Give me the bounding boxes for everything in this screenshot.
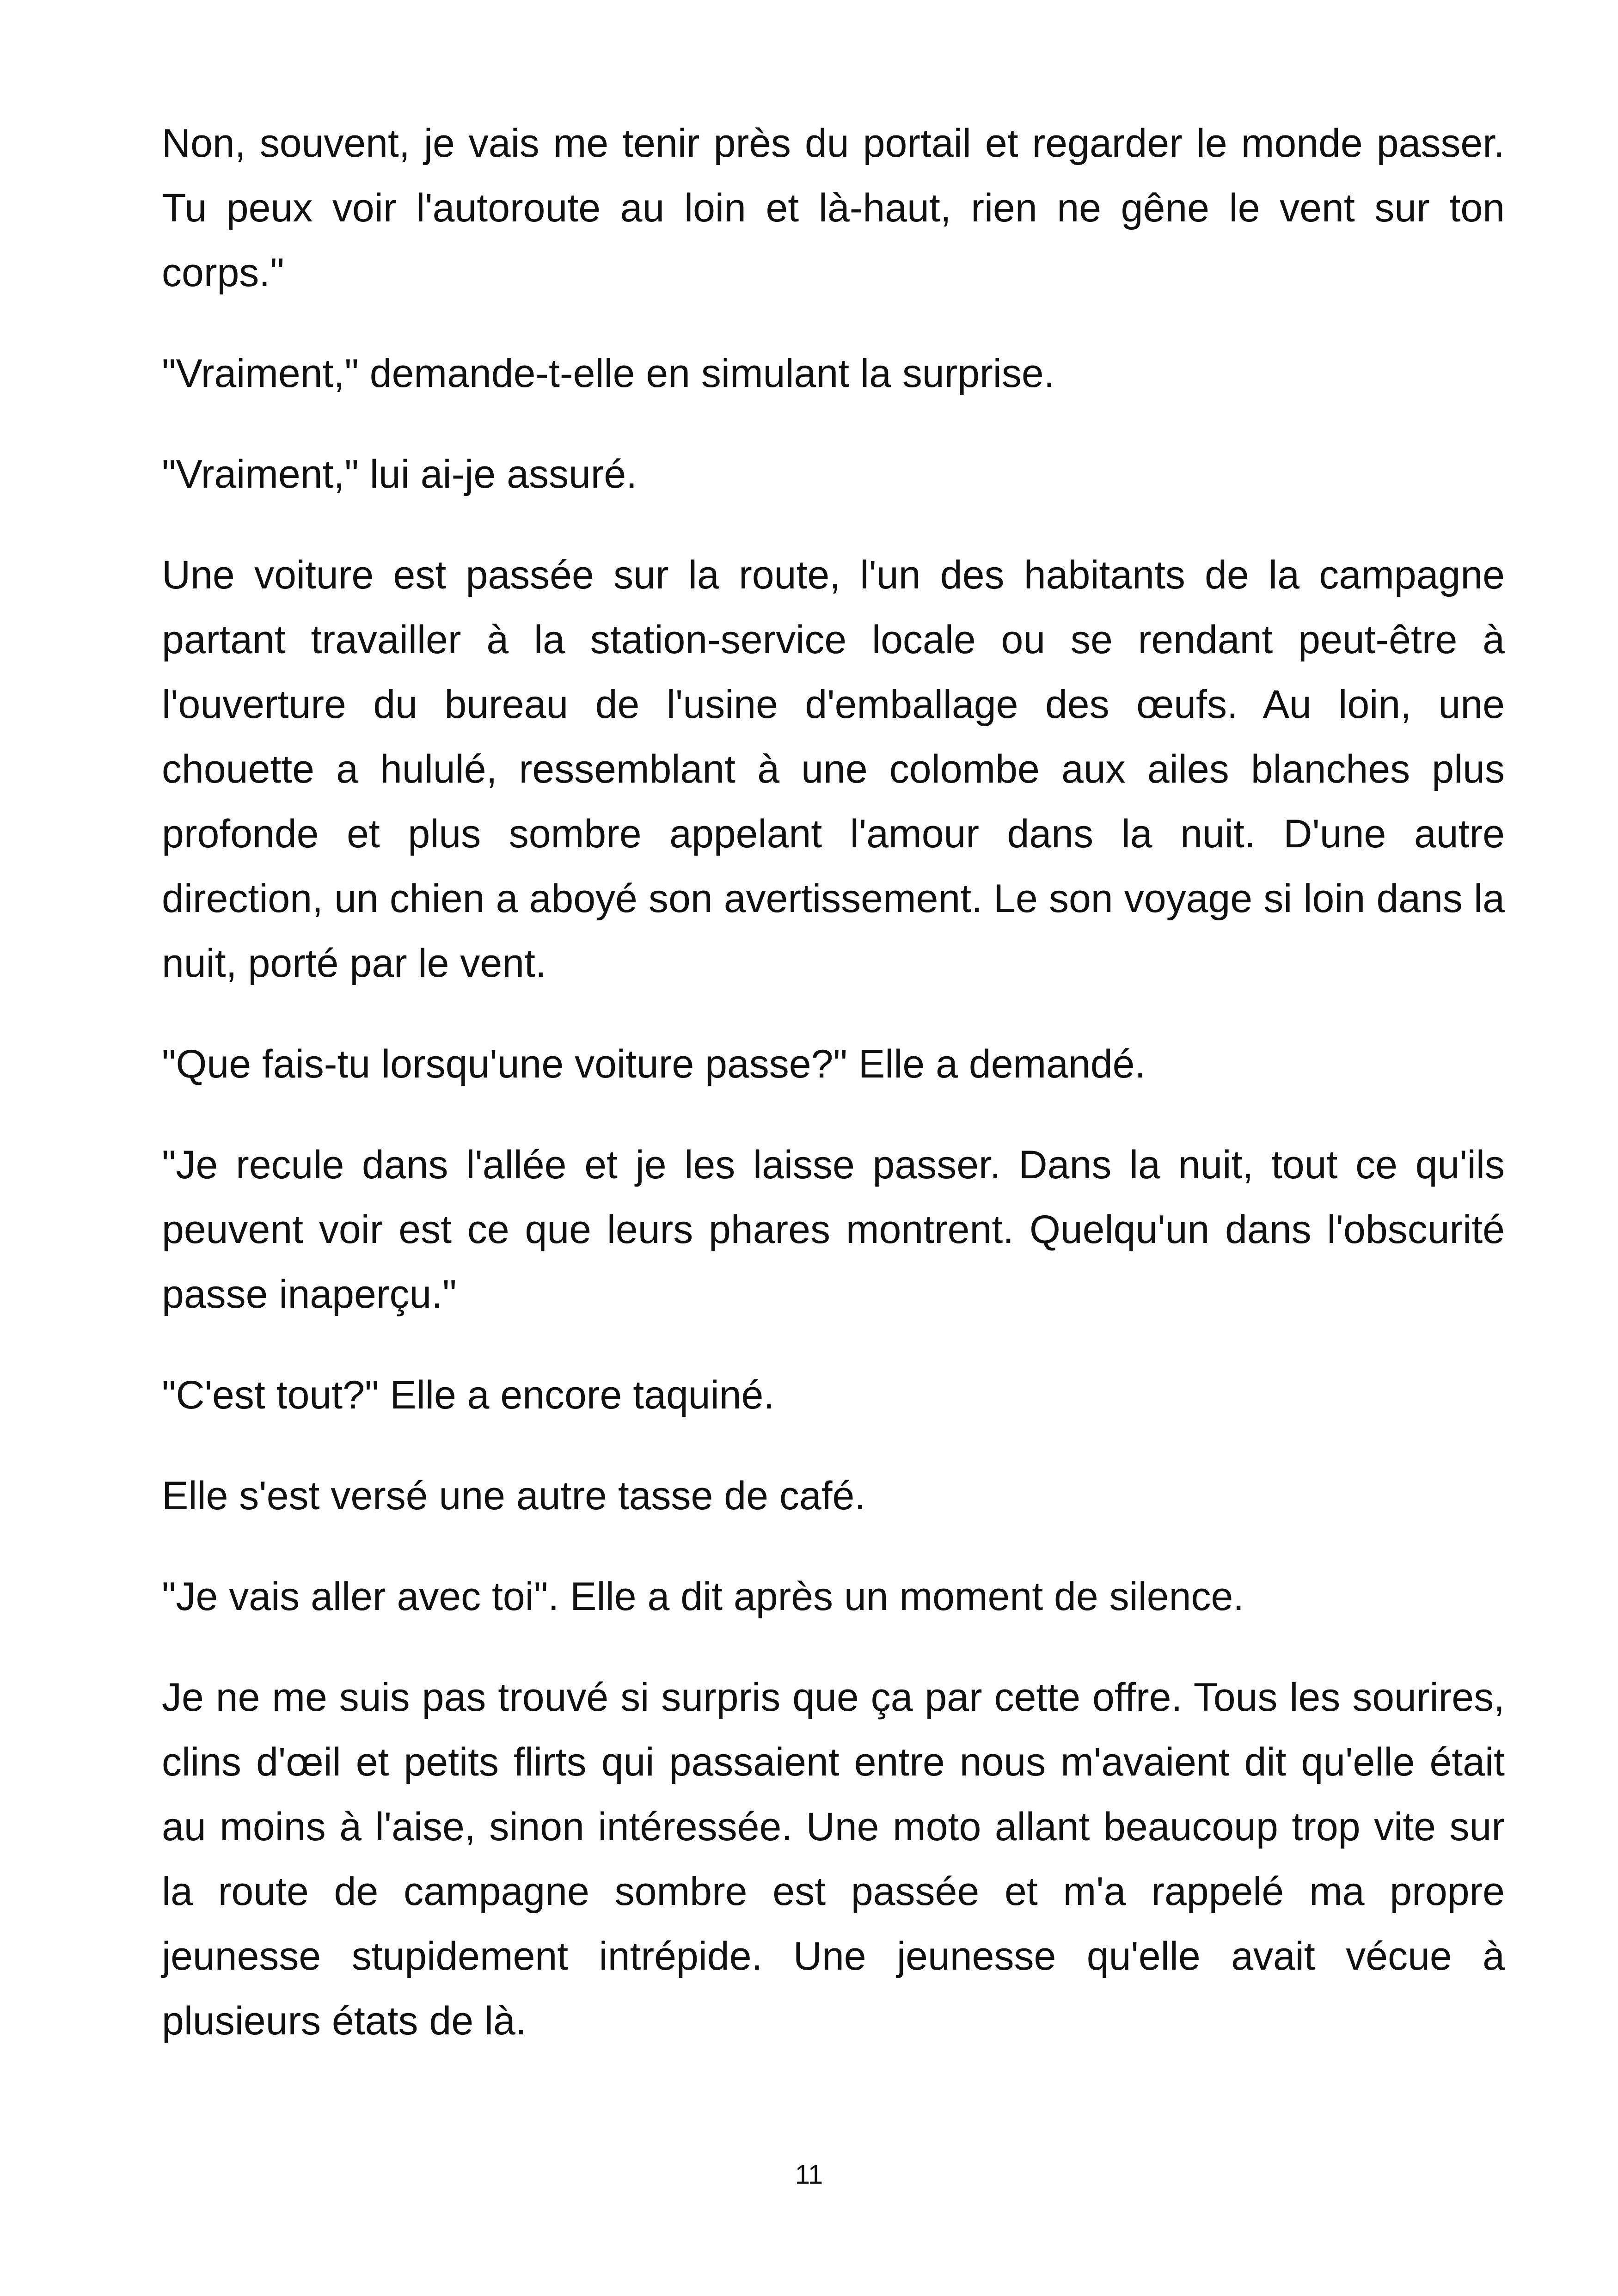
paragraph-5: "Que fais-tu lorsqu'une voiture passe?" Elle a demandé. xyxy=(162,1042,1146,1086)
paragraph-2: "Vraiment," demande-t-elle en simulant la surprise. xyxy=(162,351,1055,396)
paragraph-3: "Vraiment," lui ai-je assuré. xyxy=(162,452,637,496)
paragraph-4: Une voiture est passée sur la route, l'un des habitants de la campagne partant travailler à la station-service locale ou se rendant peut-être à l'ouverture du bureau de l'usine d'emballage des œufs. Au loin, une chouette a hululé, ressemblant à une colombe aux ailes blanches plus profonde et plus sombre appelant l'amour dans la nuit. D'une autre direction, un chien a aboyé son avertissement. Le son voyage si loin dans la nuit, porté par le vent. xyxy=(162,553,1505,986)
paragraph-1: Non, souvent, je vais me tenir près du portail et regarder le monde passer. Tu peux voir l'autoroute au loin et là-haut, rien ne gêne le vent sur ton corps." xyxy=(162,121,1505,295)
page-number: 11 xyxy=(795,2160,823,2190)
paragraph-6: "Je recule dans l'allée et je les laisse passer. Dans la nuit, tout ce qu'ils peuvent voir est ce que leurs phares montrent. Quelqu'un dans l'obscurité passe inaperçu." xyxy=(162,1143,1505,1316)
paragraph-8: Elle s'est versé une autre tasse de café. xyxy=(162,1474,866,1518)
paragraph-7: "C'est tout?" Elle a encore taquiné. xyxy=(162,1373,775,1417)
paragraph-10: Je ne me suis pas trouvé si surpris que ça par cette offre. Tous les sourires, clins d'œil et petits flirts qui passaient entre nous m'avaient dit qu'elle était au moins à l'aise, sinon intéressée. Une moto allant beaucoup trop vite sur la route de campagne sombre est passée et m'a rappelé ma propre jeunesse stupidement intrépide. Une jeunesse qu'elle avait vécue à plusieurs états de là. xyxy=(162,1675,1505,2043)
paragraph-9: "Je vais aller avec toi". Elle a dit après un moment de silence. xyxy=(162,1574,1244,1619)
body-text xyxy=(162,111,1505,2089)
